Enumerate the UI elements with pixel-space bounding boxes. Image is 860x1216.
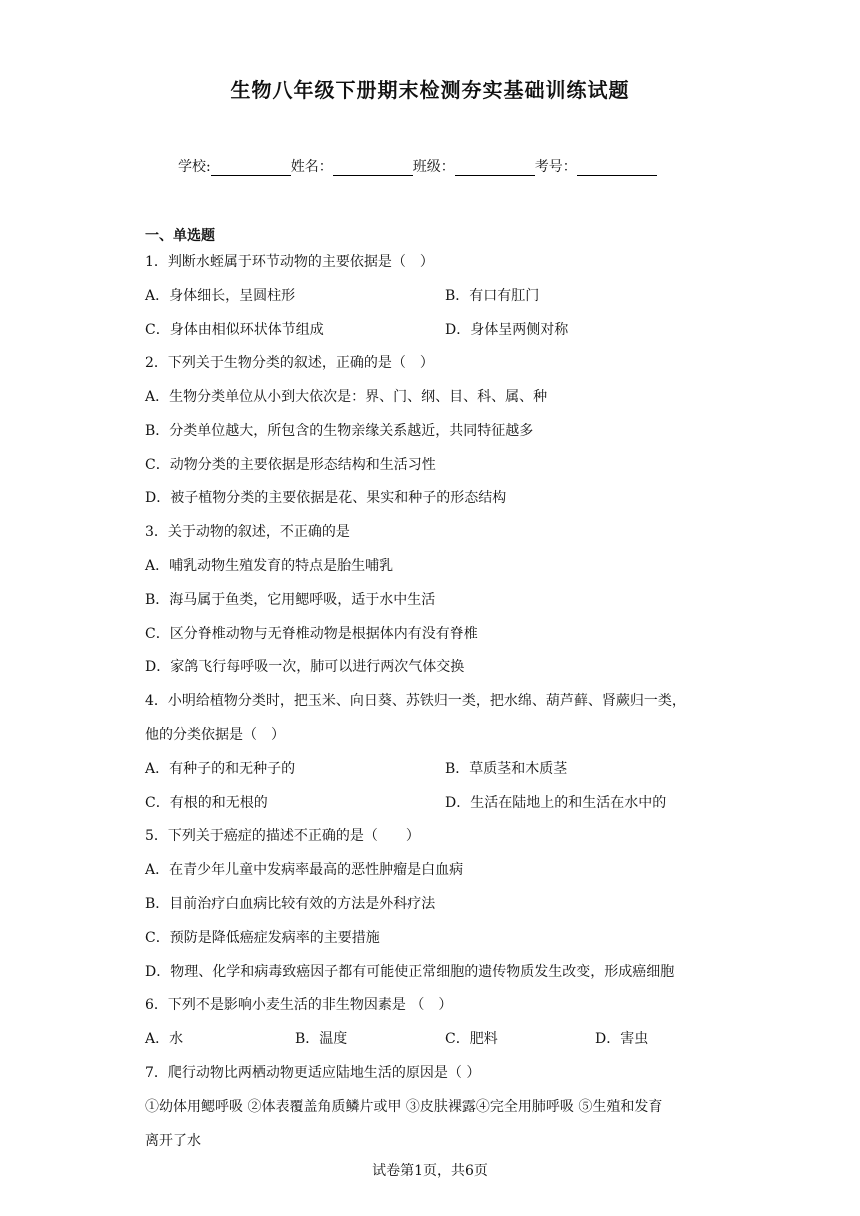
option: C．区分脊椎动物与无脊椎动物是根据体内有没有脊椎	[145, 626, 478, 642]
page-title: 生物八年级下册期末检测夯实基础训练试题	[230, 78, 630, 102]
option: D．害虫	[595, 1031, 649, 1047]
question-stem: 7．爬行动物比两栖动物更适应陆地生活的原因是（ ）	[145, 1065, 481, 1081]
question-stem: 4．小明给植物分类时，把玉米、向日葵、苏铁归一类，把水绵、葫芦藓、肾蕨归一类，	[145, 693, 686, 709]
question-stem-continued: ①幼体用鳃呼吸 ②体表覆盖角质鳞片或甲 ③皮肤裸露④完全用肺呼吸 ⑤生殖和发育	[145, 1099, 663, 1115]
exam-no-label: 考号：	[534, 159, 577, 175]
class-label: 班级：	[412, 159, 455, 175]
school-label: 学校:	[178, 159, 211, 175]
question-stem: 2．下列关于生物分类的叙述，正确的是（ ）	[145, 355, 434, 371]
option: C．身体由相似环状体节组成	[145, 322, 324, 338]
option: D．被子植物分类的主要依据是花、果实和种子的形态结构	[145, 490, 507, 506]
option: A．生物分类单位从小到大依次是：界、门、纲、目、科、属、种	[145, 389, 548, 405]
question-stem-continued: 离开了水	[145, 1133, 201, 1149]
option: A．在青少年儿童中发病率最高的恶性肿瘤是白血病	[145, 862, 464, 878]
option: B．温度	[295, 1031, 348, 1047]
option: B．草质茎和木质茎	[445, 761, 568, 777]
option: D．物理、化学和病毒致癌因子都有可能使正常细胞的遗传物质发生改变，形成癌细胞	[145, 964, 675, 980]
option: D．家鸽飞行每呼吸一次，肺可以进行两次气体交换	[145, 659, 465, 675]
option: B．分类单位越大，所包含的生物亲缘关系越近，共同特征越多	[145, 423, 534, 439]
question-stem-continued: 他的分类依据是（ ）	[145, 727, 285, 743]
option: A．身体细长，呈圆柱形	[145, 288, 296, 304]
option: B．海马属于鱼类，它用鳃呼吸，适于水中生活	[145, 592, 436, 608]
option: C．有根的和无根的	[145, 795, 268, 811]
option: C．预防是降低癌症发病率的主要措施	[145, 930, 380, 946]
option: A．哺乳动物生殖发育的特点是胎生哺乳	[145, 558, 394, 574]
class-blank[interactable]	[455, 159, 535, 176]
option: C．动物分类的主要依据是形态结构和生活习性	[145, 457, 436, 473]
option: C．肥料	[445, 1031, 498, 1047]
question-stem: 1．判断水蛭属于环节动物的主要依据是（ ）	[145, 254, 434, 270]
option: D．生活在陆地上的和生活在水中的	[445, 795, 667, 811]
question-stem: 5．下列关于癌症的描述不正确的是（ ）	[145, 828, 420, 844]
page-footer: 试卷第1页，共6页	[372, 1163, 488, 1179]
option: D．身体呈两侧对称	[445, 322, 569, 338]
question-stem: 6．下列不是影响小麦生活的非生物因素是 （ ）	[145, 997, 453, 1013]
name-blank[interactable]	[333, 159, 413, 176]
option: B．目前治疗白血病比较有效的方法是外科疗法	[145, 896, 436, 912]
student-info-line	[178, 156, 657, 176]
exam-no-blank[interactable]	[577, 159, 657, 176]
name-label: 姓名：	[290, 159, 333, 175]
option: A．水	[145, 1031, 184, 1047]
question-stem: 3．关于动物的叙述，不正确的是	[145, 524, 350, 540]
school-blank[interactable]	[211, 159, 291, 176]
section-heading: 一、单选题	[145, 228, 215, 244]
option: B．有口有肛门	[445, 288, 540, 304]
option: A．有种子的和无种子的	[145, 761, 296, 777]
